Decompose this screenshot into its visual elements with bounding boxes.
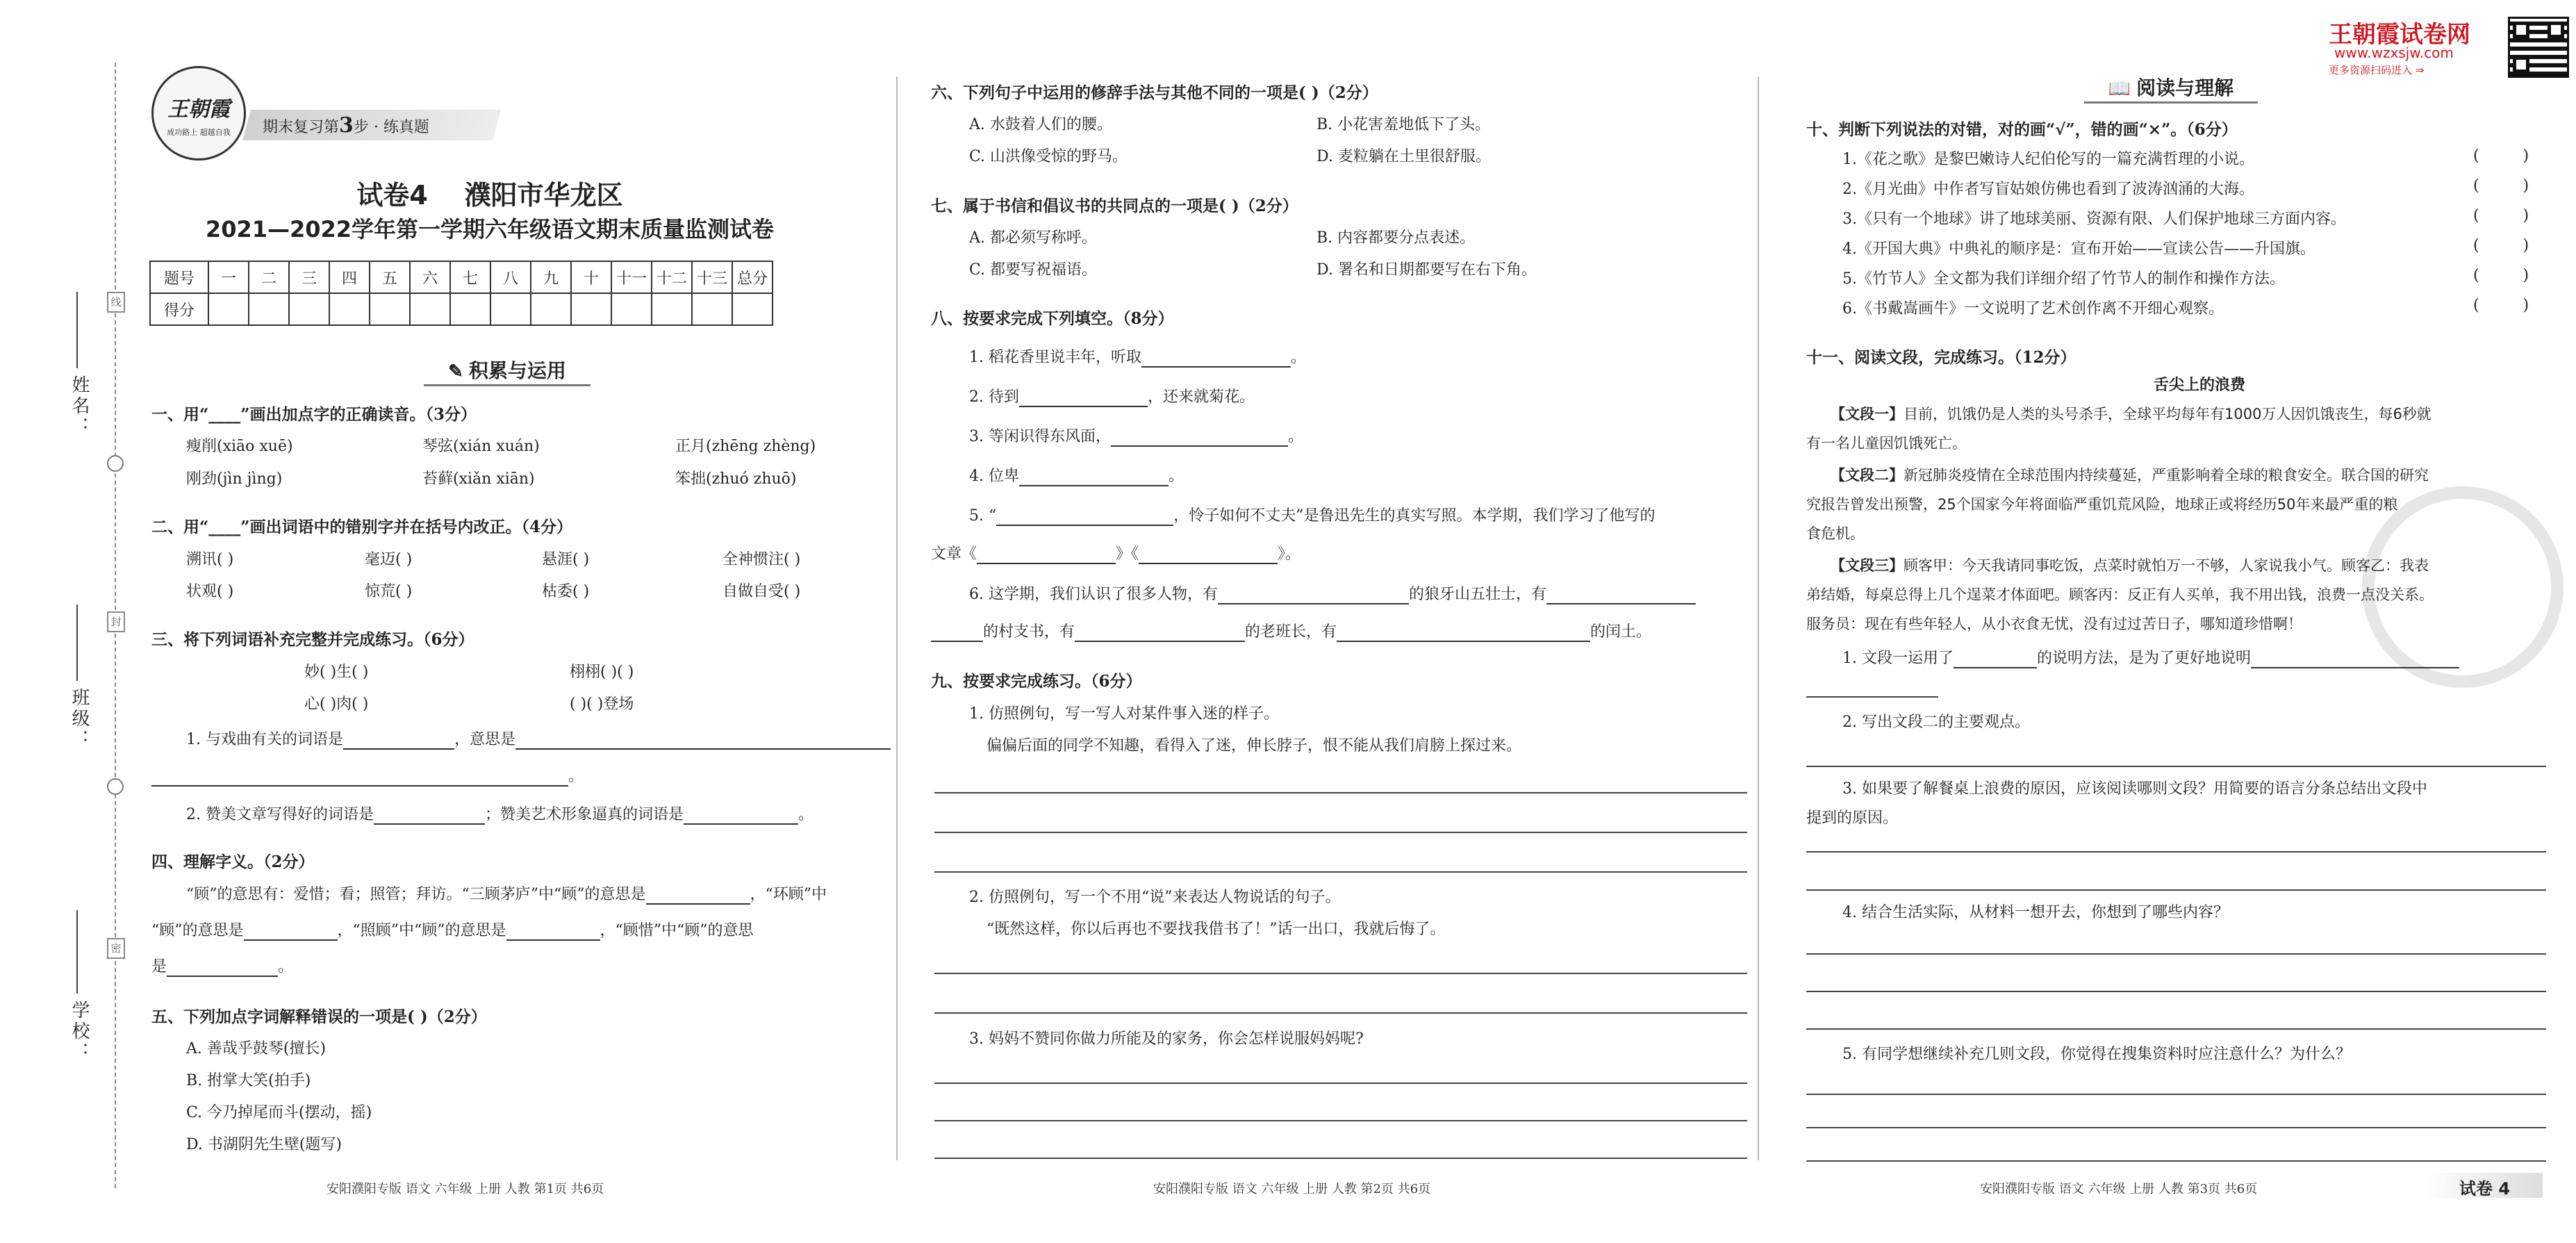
class-label: 班级： [69,688,90,750]
score-table-question: 一 [208,261,249,293]
score-table-header: 题号 [150,261,208,293]
score-cell[interactable] [208,293,249,325]
q9-example2: “既然这样，你以后再也不要找我借书了！”话一出口，我就后悔了。 [986,921,1446,938]
binding-hole [107,455,124,472]
score-cell[interactable] [531,293,571,325]
q8-item6: 6. 这学期，我们认识了很多人物，有 的狼牙山五壮士，有 [969,582,1696,604]
q9-title: 九、按要求完成练习。（6分） [931,672,1142,691]
score-table-question: 三 [289,261,329,293]
answer-blank[interactable] [1019,468,1169,486]
brand-name: 王朝霞 [167,97,230,122]
q8-title: 八、按要求完成下列填空。（8分） [931,309,1174,328]
score-table-question: 十三 [692,261,732,293]
answer-line[interactable] [1806,766,2546,767]
q7-option[interactable]: C. 都要写祝福语。 [969,261,1098,279]
q11-sub3: 3. 如果要了解餐桌上浪费的原因，应该阅读哪则文段？用简要的语言分条总结出文段中 [1842,780,2427,798]
exam-title: 试卷4 濮阳市华龙区 [356,180,623,211]
answer-line[interactable] [1806,889,2546,891]
answer-blank[interactable] [167,958,278,977]
q2-item[interactable]: 自做自受( ) [723,583,801,600]
q11-sub5: 5. 有同学想继续补充几则文段，你觉得在搜集资料时应注意什么？为什么？ [1842,1046,2351,1063]
page-footer: 安阳濮阳专版 语文 六年级 上册 人教 第1页 共6页 [327,1182,604,1196]
answer-blank[interactable] [1954,650,2037,668]
answer-line[interactable] [1806,1094,2546,1095]
q6-option[interactable]: D. 麦粒躺在土里很舒服。 [1316,148,1491,165]
q11-sub4: 4. 结合生活实际，从材料一想开去，你想到了哪些内容？ [1842,904,2229,921]
q1-item[interactable]: 瘦削(xiāo xuē) [186,438,293,455]
passage-1-cont: 有一名儿童因饥饿死亡。 [1806,435,1967,452]
q10-answer-bracket[interactable]: ( ) [2473,177,2529,195]
q1-item[interactable]: 苔藓(xiǎn xiān) [422,470,535,488]
passage-title: 舌尖上的浪费 [2154,376,2246,394]
q10-statement: 5.《竹节人》全文都为我们详细介绍了竹节人的制作和操作方法。 [1842,270,2285,288]
score-cell[interactable] [611,293,652,325]
score-cell[interactable] [490,293,531,325]
answer-blank[interactable] [1141,349,1291,368]
answer-blank[interactable] [2251,650,2459,668]
q1-item[interactable]: 正月(zhēng zhèng) [675,438,816,455]
binding-hole [107,778,124,795]
score-cell[interactable] [289,293,329,325]
q2-item[interactable]: 溯讯( ) [186,551,234,568]
q10-statement: 6.《书戴嵩画牛》一文说明了艺术创作离不开细心观察。 [1842,300,2224,318]
q3-word[interactable]: 妙( )生( ) [304,664,369,681]
answer-blank[interactable] [1139,545,1278,564]
answer-blank[interactable] [646,886,750,905]
paper-tag [2425,1173,2543,1198]
q8-item3: 3. 等闲识得东风面， 。 [969,428,1303,445]
score-row-label: 得分 [150,293,208,325]
score-cell[interactable] [410,293,450,325]
seal-mark: 封 [107,611,125,632]
q10-answer-bracket[interactable]: ( ) [2473,237,2529,254]
brand-slogan: 成功路上 超越自我 [167,128,231,137]
answer-blank[interactable] [506,922,600,941]
answer-blank[interactable] [1337,623,1590,642]
stage-number: 3 [339,113,354,138]
q1-item[interactable]: 笨拙(zhuó zhuō) [675,470,797,488]
score-table-question: 十一 [611,261,652,293]
answer-line[interactable] [1806,851,2546,853]
q5-title: 五、下列加点字词解释错误的一项是( )（2分） [151,1007,487,1026]
q9-task1: 1. 仿照例句，写一写人对某件事入迷的样子。 [969,705,1279,723]
paper-tag-label: 试卷 4 [2459,1179,2511,1199]
answer-blank[interactable] [1075,623,1245,642]
answer-line[interactable] [934,1120,1747,1121]
q5-option[interactable]: A. 善哉乎鼓琴(擅长) [186,1040,327,1057]
answer-line[interactable] [1806,953,2546,955]
q4-line3: 是 。 [151,958,294,976]
answer-blank[interactable] [374,806,485,825]
q1-title: 一、用“____”画出加点字的正确读音。（3分） [151,405,477,424]
school-field[interactable] [76,910,78,994]
section-header-accumulation: ✎ 积累与运用 [424,358,591,386]
answer-blank[interactable] [1546,586,1696,604]
q8-item4: 4. 位卑 。 [969,468,1184,485]
answer-line[interactable] [934,1012,1747,1014]
q11-sub2: 2. 写出文段二的主要观点。 [1842,714,2030,731]
q4-line2: “顾”的意思是 ，“照顾”中“顾”的意思是 ，“顾惜”中“顾”的意思 [151,922,754,939]
page-2 [896,0,1758,1243]
page-3 [1758,0,2576,1243]
answer-line[interactable] [1806,1028,2546,1030]
seal-mark: 密 [107,938,125,959]
score-table-question: 五 [370,261,410,293]
q6-title: 六、下列句子中运用的修辞手法与其他不同的一项是( )（2分） [931,83,1378,102]
score-table-question: 七 [450,261,490,293]
q10-statement: 1.《花之歌》是黎巴嫩诗人纪伯伦写的一篇充满哲理的小说。 [1842,151,2254,168]
passage-1: 【文段一】目前，饥饿仍是人类的头号杀手，全球平均每年有1000万人因饥饿丧生，每6秒就 [1831,406,2431,422]
passage-3: 【文段三】顾客甲：今天我请同事吃饭，点菜时就怕万一不够，人家说我小气。顾客乙：我表 [1831,557,2429,574]
answer-blank[interactable] [977,545,1116,564]
page-1 [0,0,896,1243]
q6-option[interactable]: C. 山洪像受惊的野马。 [969,148,1128,165]
score-cell[interactable] [652,293,692,325]
q6-option[interactable]: A. 水鼓着人们的腰。 [969,116,1112,133]
q2-item[interactable]: 状观( ) [186,583,234,600]
q9-example1: 偏偏后面的同学不知趣，看得入了迷，伸长脖子，恨不能从我们肩膀上探过来。 [986,737,1522,755]
qr-code-icon[interactable] [2508,17,2569,78]
page-footer: 安阳濮阳专版 语文 六年级 上册 人教 第3页 共6页 [1980,1182,2258,1196]
answer-blank[interactable] [343,731,454,750]
brand-logo [151,66,246,160]
pencil-icon: ✎ [448,361,463,382]
q2-title: 二、用“____”画出词语中的错别字并在括号内改正。（4分） [151,518,572,536]
section-header-reading: 📖 阅读与理解 [2084,75,2258,104]
passage-3-cont: 弟结婚，每桌总得上几个逞菜才体面吧。顾客丙：反正有人买单，我不用出钱，浪费一点没关系。 [1806,586,2434,603]
score-table-question: 八 [490,261,531,293]
score-table-question: 十二 [652,261,692,293]
q10-answer-bracket[interactable]: ( ) [2473,267,2529,284]
q1-item[interactable]: 刚劲(jìn jìng) [186,470,283,488]
score-cell[interactable] [370,293,410,325]
q8-item1: 1. 稻花香里说丰年，听取 。 [969,349,1306,366]
score-cell[interactable] [732,293,773,325]
q10-title: 十、判断下列说法的对错，对的画“√”，错的画“×”。（6分） [1806,120,2238,139]
score-cell[interactable] [692,293,732,325]
answer-blank[interactable] [931,623,983,642]
score-cell[interactable] [329,293,370,325]
q8-item2: 2. 待到 ，还来就菊花。 [969,388,1255,406]
stage-label: 期末复习第3步 · 练真题 [263,113,429,138]
site-name: 王朝霞试卷网 [2329,21,2470,49]
passage-2: 【文段二】新冠肺炎疫情在全球范围内持续蔓延，严重影响着全球的粮食安全。联合国的研究 [1831,467,2429,484]
answer-line[interactable] [934,792,1747,793]
q5-option[interactable]: D. 书湖阴先生壁(题写) [186,1136,342,1153]
page-footer: 安阳濮阳专版 语文 六年级 上册 人教 第2页 共6页 [1153,1182,1431,1196]
q4-line1: “顾”的意思有：爱惜；看；照管；拜访。“三顾茅庐”中“顾”的意思是 ，“环顾”中 [186,886,827,903]
score-table-question: 二 [249,261,289,293]
name-field[interactable] [76,292,78,368]
answer-line[interactable] [934,871,1747,873]
q7-option[interactable]: A. 都必须写称呼。 [969,229,1097,247]
answer-blank[interactable] [996,507,1173,526]
score-cell[interactable] [249,293,289,325]
q3-sub1-cont: 。 [151,764,584,787]
score-cell[interactable] [450,293,490,325]
q3-word[interactable]: 心( )肉( ) [304,695,369,713]
exam-subtitle: 2021—2022学年第一学期六年级语文期末质量监测试卷 [205,216,775,242]
q10-answer-bracket[interactable]: ( ) [2473,147,2529,165]
q8-item5-cont: 文章《 》《 》。 [931,545,1301,563]
score-table-question: 十 [571,261,611,293]
seal-mark: 线 [107,292,125,313]
answer-blank[interactable] [684,806,798,825]
q1-item[interactable]: 琴弦(xián xuán) [422,438,540,455]
q11-title: 十一、阅读文段，完成练习。（12分） [1806,348,2077,367]
q3-sub1: 1. 与戏曲有关的词语是 ，意思是 [186,727,891,750]
answer-line[interactable] [934,973,1747,974]
answer-line[interactable] [934,1083,1747,1084]
q10-answer-bracket[interactable]: ( ) [2473,297,2529,314]
score-table-question: 六 [410,261,450,293]
passage-2-cont: 食危机。 [1806,525,1865,542]
answer-line[interactable] [934,1158,1747,1159]
q10-statement: 4.《开国大典》中典礼的顺序是：宣布开始——宣读公告——升国旗。 [1842,240,2315,258]
answer-blank[interactable] [515,731,891,750]
class-field[interactable] [76,604,78,681]
q2-item[interactable]: 枯委( ) [542,583,590,600]
q3-word[interactable]: ( )( )登场 [570,695,634,713]
q2-item[interactable]: 惊荒( ) [365,583,413,600]
q10-statement: 3.《只有一个地球》讲了地球美丽、资源有限、人们保护地球三方面内容。 [1842,211,2346,228]
answer-line[interactable] [1806,696,1938,698]
q5-option[interactable]: B. 拊掌大笑(拍手) [186,1072,311,1089]
passage-2-cont: 究报告曾发出预警，25个国家今年将面临严重饥荒风险，地球正或将经历50年来最严重的粮 [1806,496,2398,513]
q2-item[interactable]: 悬涯( ) [542,551,590,568]
answer-blank[interactable] [1111,428,1288,447]
score-table-question: 九 [531,261,571,293]
q9-task3: 3. 妈妈不赞同你做力所能及的家务，你会怎样说服妈妈呢? [969,1030,1364,1048]
q11-sub3-cont: 提到的原因。 [1806,809,1899,827]
site-tip: 更多资源扫码进入 ⇒ [2329,64,2425,76]
passage-3-cont: 服务员：现在有些年轻人，从小衣食无忧，没有过过苦日子，哪知道珍惜啊！ [1806,616,2302,632]
answer-line[interactable] [934,832,1747,833]
q4-title: 四、理解字义。（2分） [151,853,315,871]
answer-line[interactable] [1806,991,2546,992]
q7-option[interactable]: D. 署名和日期都要写在右下角。 [1316,261,1537,279]
score-table [149,261,773,326]
q10-statement: 2.《月光曲》中作者写盲姑娘仿佛也看到了波涛汹涌的大海。 [1842,181,2254,198]
name-label: 姓名： [69,375,90,438]
q3-word[interactable]: 栩栩( )( ) [570,664,634,681]
answer-line[interactable] [1806,1127,2546,1128]
q7-title: 七、属于书信和倡议书的共同点的一项是( )（2分） [931,197,1298,215]
answer-line[interactable] [1806,1160,2546,1162]
q8-item5: 5. “ ，怜子如何不丈夫”是鲁迅先生的真实写照。本学期，我们学习了他写的 [969,507,1656,525]
answer-blank[interactable] [1218,586,1409,604]
q3-title: 三、将下列词语补充完整并完成练习。（6分） [151,630,474,649]
answer-blank[interactable] [244,922,338,941]
score-cell[interactable] [571,293,611,325]
q11-sub1: 1. 文段一运用了 的说明方法，是为了更好地说明 [1842,646,2459,668]
score-table-question: 总分 [732,261,773,293]
q8-item6-cont: 的村支书，有 的老班长，有 的闰土。 [931,620,1651,642]
q6-option[interactable]: B. 小花害羞地低下了头。 [1316,116,1491,133]
q2-item[interactable]: 全神惯注( ) [723,551,801,568]
q5-option[interactable]: C. 今乃掉尾而斗(摆动，摇) [186,1104,372,1121]
school-label: 学校： [69,1001,90,1063]
q10-answer-bracket[interactable]: ( ) [2473,207,2529,224]
answer-blank[interactable] [151,768,568,787]
q7-option[interactable]: B. 内容都要分点表述。 [1316,229,1476,247]
site-url[interactable]: www.wzxsjw.com [2334,44,2454,61]
q2-item[interactable]: 毫迈( ) [365,551,413,568]
answer-blank[interactable] [1019,388,1148,407]
q3-sub2: 2. 赞美文章写得好的词语是 ；赞美艺术形象逼真的词语是 。 [186,806,814,823]
q9-task2: 2. 仿照例句，写一个不用“说”来表达人物说话的句子。 [969,889,1341,906]
score-table-question: 四 [329,261,370,293]
book-icon: 📖 [2108,79,2131,99]
